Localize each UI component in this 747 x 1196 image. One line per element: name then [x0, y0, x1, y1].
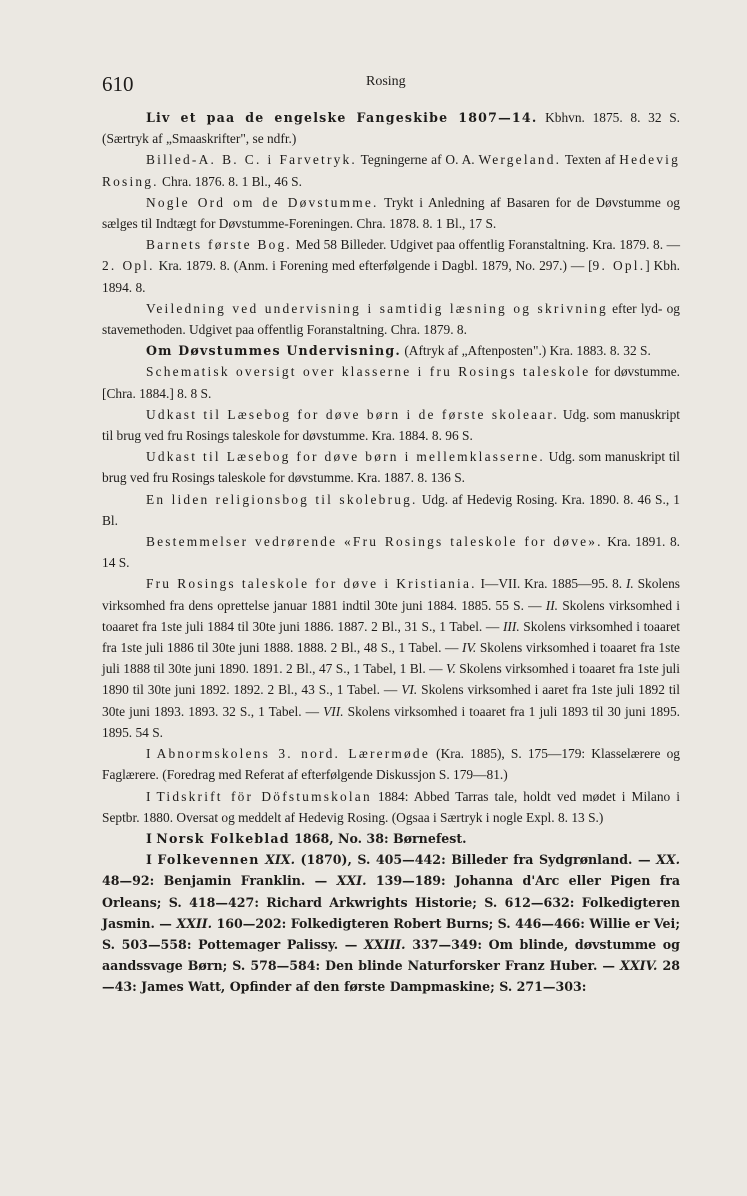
entry-title: Liv et paa de engelske Fangeskibe 1807—14. [146, 110, 538, 125]
bibliography-body [102, 107, 680, 998]
entry-title: Nogle Ord om de Døvstumme. [146, 194, 379, 210]
entry-title: Udkast til Læsebog for døve børn i de første skoleaar. [146, 406, 559, 422]
part-number: IV. [462, 640, 477, 656]
bib-entry: Udkast til Læsebog for døve børn i de første skoleaar. Udg. som manuskript til brug ved fru Rosings taleskole for døvstumme. Kra. 1884. 8. 96 S. [102, 406, 680, 444]
bib-entry: Schematisk oversigt over klasserne i fru Rosings taleskole for døvstumme. [Chra. 1884.] 8. 8 S. [102, 364, 680, 401]
entry-title: Bestemmelser vedrørende «Fru Rosings taleskole for døve». [146, 534, 603, 550]
part-number: VII. [323, 703, 344, 719]
volume-number: XIX. [265, 852, 295, 868]
bib-entry: I Abnormskolens 3. nord. Lærermøde (Kra. 1885), S. 175—179: Klasselærere og Faglærere. (Foredrag med Referat af efterfølgende Diskussjon S. 179—81.) [102, 746, 681, 783]
entry-title: Schematisk oversigt over klasserne i fru Rosings taleskole [146, 364, 591, 380]
bib-entry: Billed-A. B. C. i Farvetryk. Tegningerne af O. A. Wergeland. Texten af Hedevig Rosing. Chra. 1876. 8. 1 Bl., 46 S. [102, 152, 680, 189]
entry-title: Om Døvstummes Undervisning. [146, 343, 401, 359]
bib-entry: Om Døvstummes Undervisning. (Aftryk af „Aftenposten".) Kra. 1883. 8. 32 S. [146, 343, 651, 359]
entry-title: Barnets første Bog. [146, 237, 292, 253]
entry-title: En liden religionsbog til skolebrug. [146, 491, 418, 507]
part-number: III. [502, 618, 520, 634]
bib-entry: Fru Rosings taleskole for døve i Kristiania. I—VII. Kra. 1885—95. 8. I. Skolens virksomhed fra dens oprettelse januar 1881 indtil 30te juni 1884. 1885. 55 S. — II. Skolens virksomhed i toaaret fra 1ste juli 1884 til 30te juni 1886. 1887. 2 Bl., 31 S., 1 Tabel. — III. Skolens virksomhed i toaaret fra 1ste juli 1886 til 30te juni 1888. 1888. 2 Bl., 48 S., 1 Tabel. — IV. Skolens virksomhed i toaaret fra 1ste juli 1888 til 30te juni 1890. 1891. 2 Bl., 47 S., 1 Tabel, 1 Bl. — V. Skolens virksomhed i toaaret fra 1ste juli 1890 til 30te juni 1892. 1892. 2 Bl., 43 S., 1 Tabel. — VI. Skolens virksomhed i aaret fra 1ste juli 1892 til 30te juni 1893. 1893. 32 S., 1 Tabel. — VII. Skolens virksomhed i toaaret fra 1 juli 1893 til 30 juni 1895. 1895. 54 S. [102, 576, 680, 740]
bib-entry: En liden religionsbog til skolebrug. Udg. af Hedevig Rosing. Kra. 1890. 8. 46 S., 1 Bl. [102, 491, 680, 528]
volume-number: XX. [656, 852, 681, 868]
bib-entry: Veiledning ved undervisning i samtidig læsning og skrivning efter lyd- og stavemethoden. Udgivet paa offentlig Foranstaltning. Chra. 1879. 8. [102, 300, 680, 338]
entry-title: Folkevennen [157, 852, 260, 868]
bib-entry: I Folkevennen XIX. (1870), S. 405—442: Billeder fra Sydgrønland. — XX. 48—92: Benjamin Franklin. — XXI. 139—189: Johanna d'Arc eller Pigen fra Orleans; S. 418—427: Richard Arkwrights Historie; S. 612—632: Folkedigteren Jasmin. — XXII. 160—202: Folkedigteren Robert Burns; S. 446—466: Willie er Vei; S. 503—558: Pottemager Palissy. — XXIII. 337—349: Om blinde, døvstumme og aandssvage Børn; S. 578—584: Den blinde Naturforsker Franz Huber. — XXIV. 28—43: James Watt, Opfinder af den første Dampmaskine; S. 271—303: [102, 852, 681, 995]
entry-title: Norsk Folkeblad [156, 830, 290, 846]
entry-title: Udkast til Læsebog for døve børn i mellemklasserne. [146, 449, 545, 465]
part-number: II. [545, 597, 559, 613]
part-number: VI. [401, 682, 418, 698]
entry-title: Veiledning ved undervisning i samtidig læsning og skrivning [146, 300, 608, 316]
bib-entry: Udkast til Læsebog for døve børn i mellemklasserne. Udg. som manuskript til brug ved fru Rosings taleskole for døvstumme. Kra. 1887. 8. 136 S. [102, 449, 680, 486]
bib-entry: I Tidskrift för Döfstumskolan 1884: Abbed Tarras tale, holdt ved mødet i Milano i Septbr. 1880. Oversat og meddelt af Hedevig Rosing. (Ogsaa i Særtryk i nogle Expl. 8. 13 S.) [102, 788, 680, 825]
entry-title: Billed-A. B. C. i Farvetryk. [146, 152, 357, 168]
bib-entry: Nogle Ord om de Døvstumme. Trykt i Anledning af Basaren for de Døvstumme og sælges til Indtægt for Døvstumme-Foreningen. Chra. 1878. 8. 1 Bl., 17 S. [102, 194, 680, 232]
bib-entry: Barnets første Bog. Med 58 Billeder. Udgivet paa offentlig Foranstaltning. Kra. 1879. 8. — 2. Opl. Kra. 1879. 8. (Anm. i Forening med efterfølgende i Dagbl. 1879, No. 297.) — [9. Opl.] Kbh. 1894. 8. [102, 237, 680, 295]
entry-title: Fru Rosings taleskole for døve i Kristiania. [146, 576, 477, 592]
part-number: V. [446, 661, 456, 677]
page-number: 610 [102, 72, 134, 96]
running-head: Rosing [366, 74, 406, 89]
volume-number: XXIII. [363, 936, 406, 952]
entry-title: Tidskrift för Döfstumskolan [156, 788, 372, 804]
volume-number: XXII. [176, 915, 213, 931]
bib-entry: I Norsk Folkeblad 1868, No. 38: Børnefest. [146, 830, 467, 846]
entry-title: Abnormskolens 3. nord. Lærermøde [156, 746, 430, 762]
bib-entry: Liv et paa de engelske Fangeskibe 1807—14. Kbhvn. 1875. 8. 32 S. (Særtryk af „Smaaskrifter", se ndfr.) [102, 110, 680, 147]
volume-number: XXI. [336, 873, 367, 889]
part-number: I. [625, 576, 634, 592]
bib-entry: Bestemmelser vedrørende «Fru Rosings taleskole for døve». Kra. 1891. 8. 14 S. [102, 534, 680, 571]
volume-number: XXIV. [620, 958, 658, 974]
